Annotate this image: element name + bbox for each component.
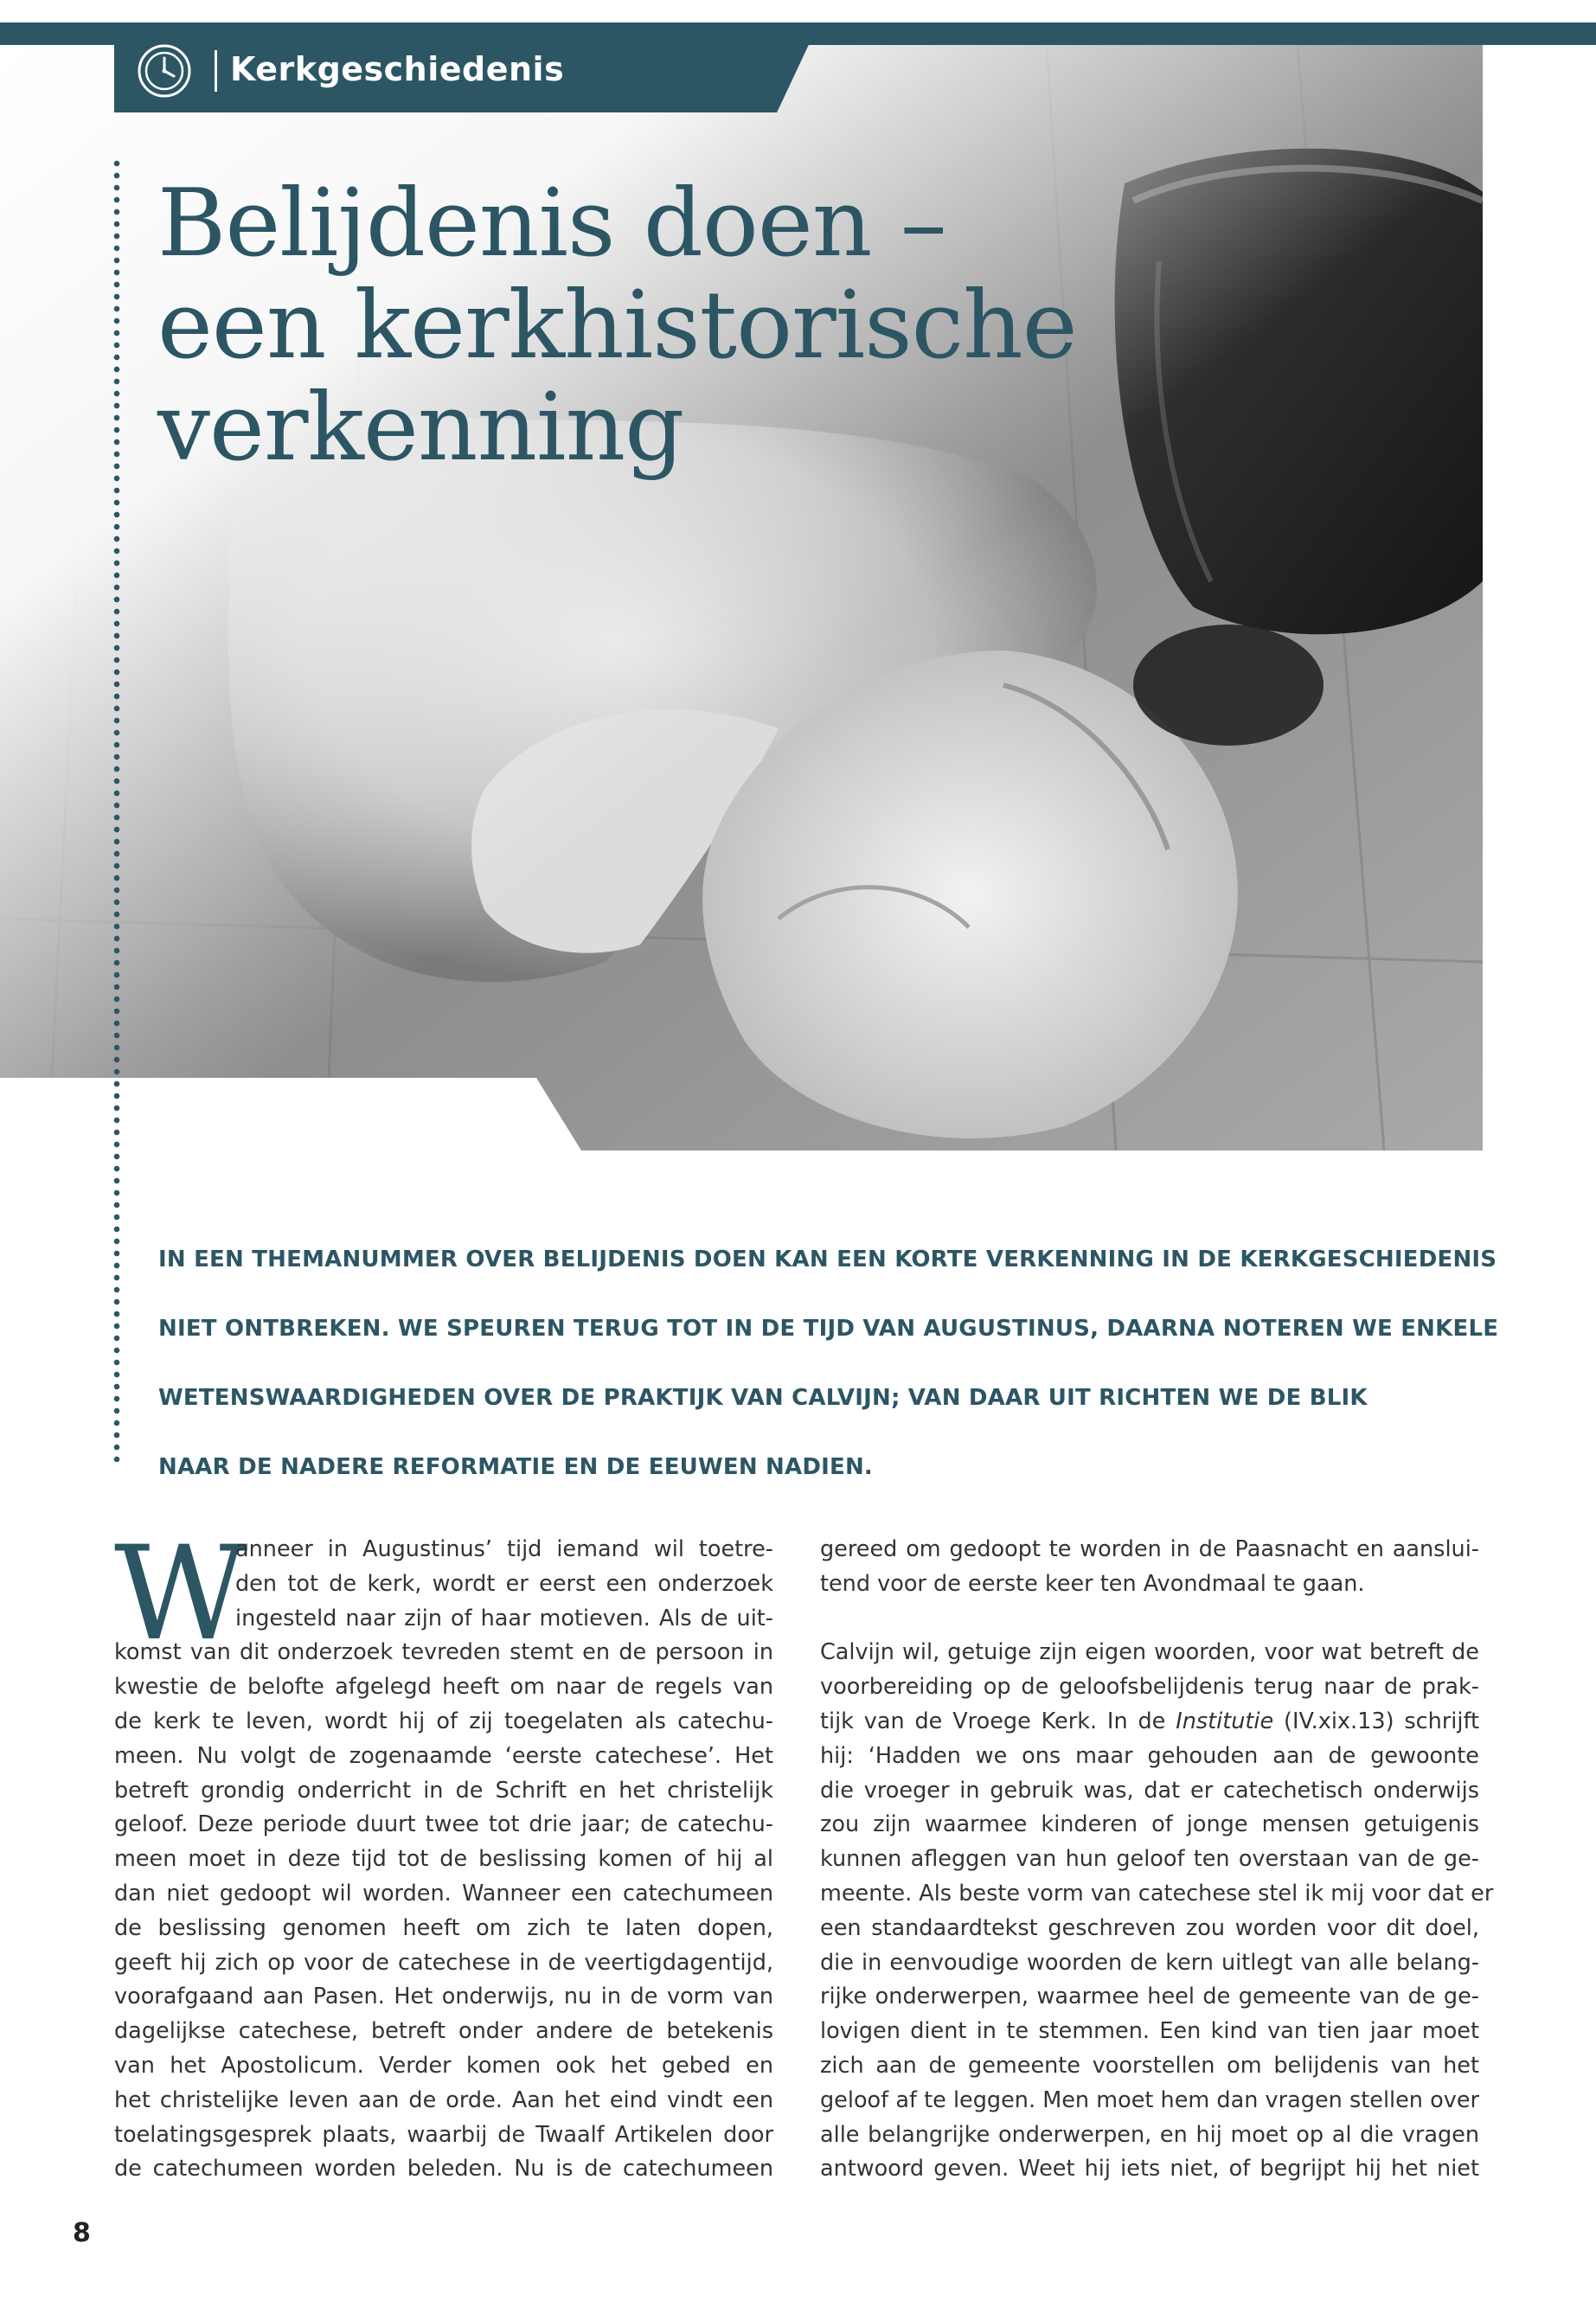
- body-line: meen. Nu volgt de zogenaamde ‘eerste catechese’. Het: [114, 1742, 773, 1769]
- body-column-left: [114, 1533, 773, 2187]
- body-line: voorafgaand aan Pasen. Het onderwijs, nu in de vorm van: [114, 1984, 773, 2010]
- lead-line: IN EEN THEMANUMMER OVER BELIJDENIS DOEN KAN EEN KORTE VERKENNING IN DE KERKGESCHIEDENIS: [158, 1247, 1497, 1272]
- body-line: toelatingsgesprek plaats, waarbij de Twaalf Artikelen door: [114, 2121, 773, 2148]
- body-line: gereed om gedoopt te worden in de Paasnacht en aanslui-: [820, 1536, 1479, 1562]
- body-line: dagelijkse catechese, betreft onder andere de betekenis: [114, 2018, 773, 2045]
- body-line: hij: ‘Hadden we ons maar gehouden aan de gewoonte: [820, 1742, 1479, 1769]
- body-line: de beslissing genomen heeft om zich te laten dopen,: [114, 1914, 773, 1941]
- body-column-right: [820, 1533, 1494, 2187]
- body-line: geloof. Deze periode duurt twee tot drie jaar; de catechu-: [114, 1811, 773, 1838]
- body-line: kunnen afleggen van hun geloof ten overstaan van de ge-: [820, 1846, 1479, 1873]
- body-line-with-italic: [820, 1705, 1479, 1740]
- text-run: tijk van de Vroege Kerk. In de: [820, 1708, 1176, 1734]
- body-line: alle belangrijke onderwerpen, en hij moet op al die vragen: [820, 2121, 1479, 2148]
- title-line: Belijdenis doen –: [157, 170, 946, 278]
- title-line: een kerkhistorische: [157, 272, 1077, 380]
- body-line: dan niet gedoopt wil worden. Wanneer een catechumeen: [114, 1880, 773, 1907]
- dotted-rule: [113, 157, 120, 1462]
- body-line: voorbereiding op de geloofsbelijdenis terug naar de prak-: [820, 1674, 1479, 1701]
- paragraph-gap: [820, 1602, 1479, 1637]
- article-lead: [158, 1225, 1508, 1502]
- body-line: meente. Als beste vorm van catechese stel ik mij voor dat er: [820, 1880, 1494, 1907]
- body-line: de catechumeen worden beleden. Nu is de catechumeen: [114, 2156, 773, 2182]
- body-line: de kerk te leven, wordt hij of zij toegelaten als catechu-: [114, 1708, 773, 1734]
- body-line: meen moet in deze tijd tot de beslissing komen of hij al: [114, 1846, 773, 1873]
- body-line: rijke onderwerpen, waarmee heel de gemeente van de ge-: [820, 1984, 1479, 2010]
- clock-icon: [137, 43, 192, 99]
- book-title-italic: Institutie: [1176, 1708, 1274, 1734]
- body-line: zou zijn waarmee kinderen of jonge mensen getuigenis: [820, 1811, 1479, 1838]
- body-line: zich aan de gemeente voorstellen om belijdenis van het: [820, 2052, 1479, 2079]
- body-line: die in eenvoudige woorden de kern uitlegt van alle belang-: [820, 1949, 1479, 1976]
- body-line: van het Apostolicum. Verder komen ook het gebed en: [114, 2052, 773, 2079]
- lead-line: WETENSWAARDIGHEDEN OVER DE PRAKTIJK VAN CALVIJN; VAN DAAR UIT RICHTEN WE DE BLIK: [158, 1385, 1368, 1411]
- drop-cap: W: [114, 1519, 248, 1670]
- lead-line: NAAR DE NADERE REFORMATIE EN DE EEUWEN NADIEN.: [158, 1454, 873, 1480]
- section-label: Kerkgeschiedenis: [230, 50, 565, 88]
- rubric-divider: [215, 50, 217, 92]
- body-line: geloof af te leggen. Men moet hem dan vragen stellen over: [820, 2086, 1479, 2113]
- article-title: [157, 170, 1109, 482]
- body-line: Calvijn wil, getuige zijn eigen woorden, voor wat betreft de: [820, 1639, 1479, 1666]
- body-line: die vroeger in gebruik was, dat er catechetisch onderwijs: [820, 1777, 1479, 1804]
- body-line: kwestie de belofte afgelegd heeft om naar de regels van: [114, 1674, 773, 1701]
- body-line: geeft hij zich op voor de catechese in de veertigdagentijd,: [114, 1949, 773, 1976]
- body-line: lovigen dient in te stemmen. Een kind van tien jaar moet: [820, 2018, 1479, 2045]
- body-line: komst van dit onderzoek tevreden stemt en de persoon in: [114, 1639, 773, 1666]
- body-line: het christelijke leven aan de orde. Aan het eind vindt een: [114, 2086, 773, 2113]
- text-run: (IV.xix.13) schrijft: [1273, 1708, 1480, 1734]
- body-line: ingesteld naar zijn of haar motieven. Als de uit-: [235, 1605, 773, 1631]
- body-line: betreft grondig onderricht in de Schrift en het christelijk: [114, 1777, 773, 1804]
- body-line: een standaardtekst geschreven zou worden voor dit doel,: [820, 1914, 1479, 1941]
- title-line: verkenning: [157, 374, 684, 482]
- body-line: anneer in Augustinus’ tijd iemand wil toetre-: [235, 1536, 773, 1562]
- body-line: tend voor de eerste keer ten Avondmaal te gaan.: [820, 1570, 1365, 1597]
- body-line: den tot de kerk, wordt er eerst een onderzoek: [235, 1570, 773, 1597]
- lead-line: NIET ONTBREKEN. WE SPEUREN TERUG TOT IN DE TIJD VAN AUGUSTINUS, DAARNA NOTEREN WE ENKELE: [158, 1316, 1499, 1342]
- body-line: antwoord geven. Weet hij iets niet, of begrijpt hij het niet: [820, 2156, 1479, 2182]
- page-number: 8: [73, 2218, 91, 2248]
